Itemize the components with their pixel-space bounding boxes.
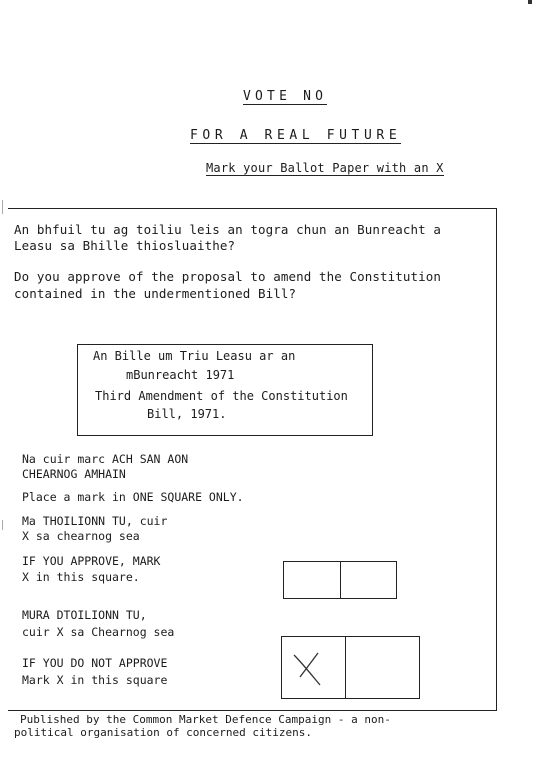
- ballot-approve-row: [283, 561, 397, 599]
- ballot-not-approve-row: [281, 636, 420, 699]
- handwritten-x-mark-icon: [288, 649, 328, 689]
- irish-one-square-line2: CHEARNOG AMHAIN: [22, 467, 126, 481]
- irish-approve-line2: X sa chearnog sea: [22, 529, 140, 543]
- irish-not-approve-line1: MURA DTOILIONN TU,: [22, 608, 147, 622]
- bill-english-line1: Third Amendment of the Constitution: [95, 389, 348, 403]
- not-approve-label-square: [345, 637, 419, 698]
- english-not-approve-line2: Mark X in this square: [22, 673, 168, 687]
- english-not-approve-line1: IF YOU DO NOT APPROVE: [22, 656, 168, 670]
- question-english-line1: Do you approve of the proposal to amend the Constitution: [14, 269, 442, 284]
- edge-mark: [2, 520, 3, 530]
- bill-english-line2: Bill, 1971.: [147, 407, 227, 421]
- english-one-square: Place a mark in ONE SQUARE ONLY.: [22, 490, 244, 504]
- question-irish-line1: An bhfuil tu ag toiliu leis an togra chun an Bunreacht a: [14, 222, 442, 237]
- bill-irish-line1: An Bille um Triu Leasu ar an: [93, 349, 296, 363]
- english-approve-line2: X in this square.: [22, 570, 140, 584]
- footer-line1: Published by the Common Market Defence Campaign - a non-: [20, 713, 391, 726]
- approve-square[interactable]: [340, 562, 397, 598]
- question-english-line2: contained in the undermentioned Bill?: [14, 286, 297, 301]
- irish-approve-line1: Ma THOILIONN TU, cuir: [22, 514, 168, 528]
- irish-one-square-line1: Na cuir marc ACH SAN AON: [22, 452, 189, 466]
- heading-real-future: FOR A REAL FUTURE: [190, 128, 402, 143]
- bill-irish-line2: mBunreacht 1971: [126, 368, 235, 382]
- question-irish-line2: Leasu sa Bhille thiosluaithe?: [14, 238, 236, 253]
- approve-label-square: [284, 562, 340, 598]
- ballot-instruction-heading: Mark your Ballot Paper with an X: [206, 161, 444, 175]
- english-approve-line1: IF YOU APPROVE, MARK: [22, 554, 161, 568]
- corner-mark: [528, 0, 532, 4]
- not-approve-square[interactable]: [282, 637, 345, 698]
- irish-not-approve-line2: cuir X sa Chearnog sea: [22, 625, 175, 639]
- edge-mark: [2, 200, 3, 214]
- footer-line2: political organisation of concerned citizens.: [14, 726, 313, 739]
- heading-vote-no: VOTE NO: [243, 89, 328, 104]
